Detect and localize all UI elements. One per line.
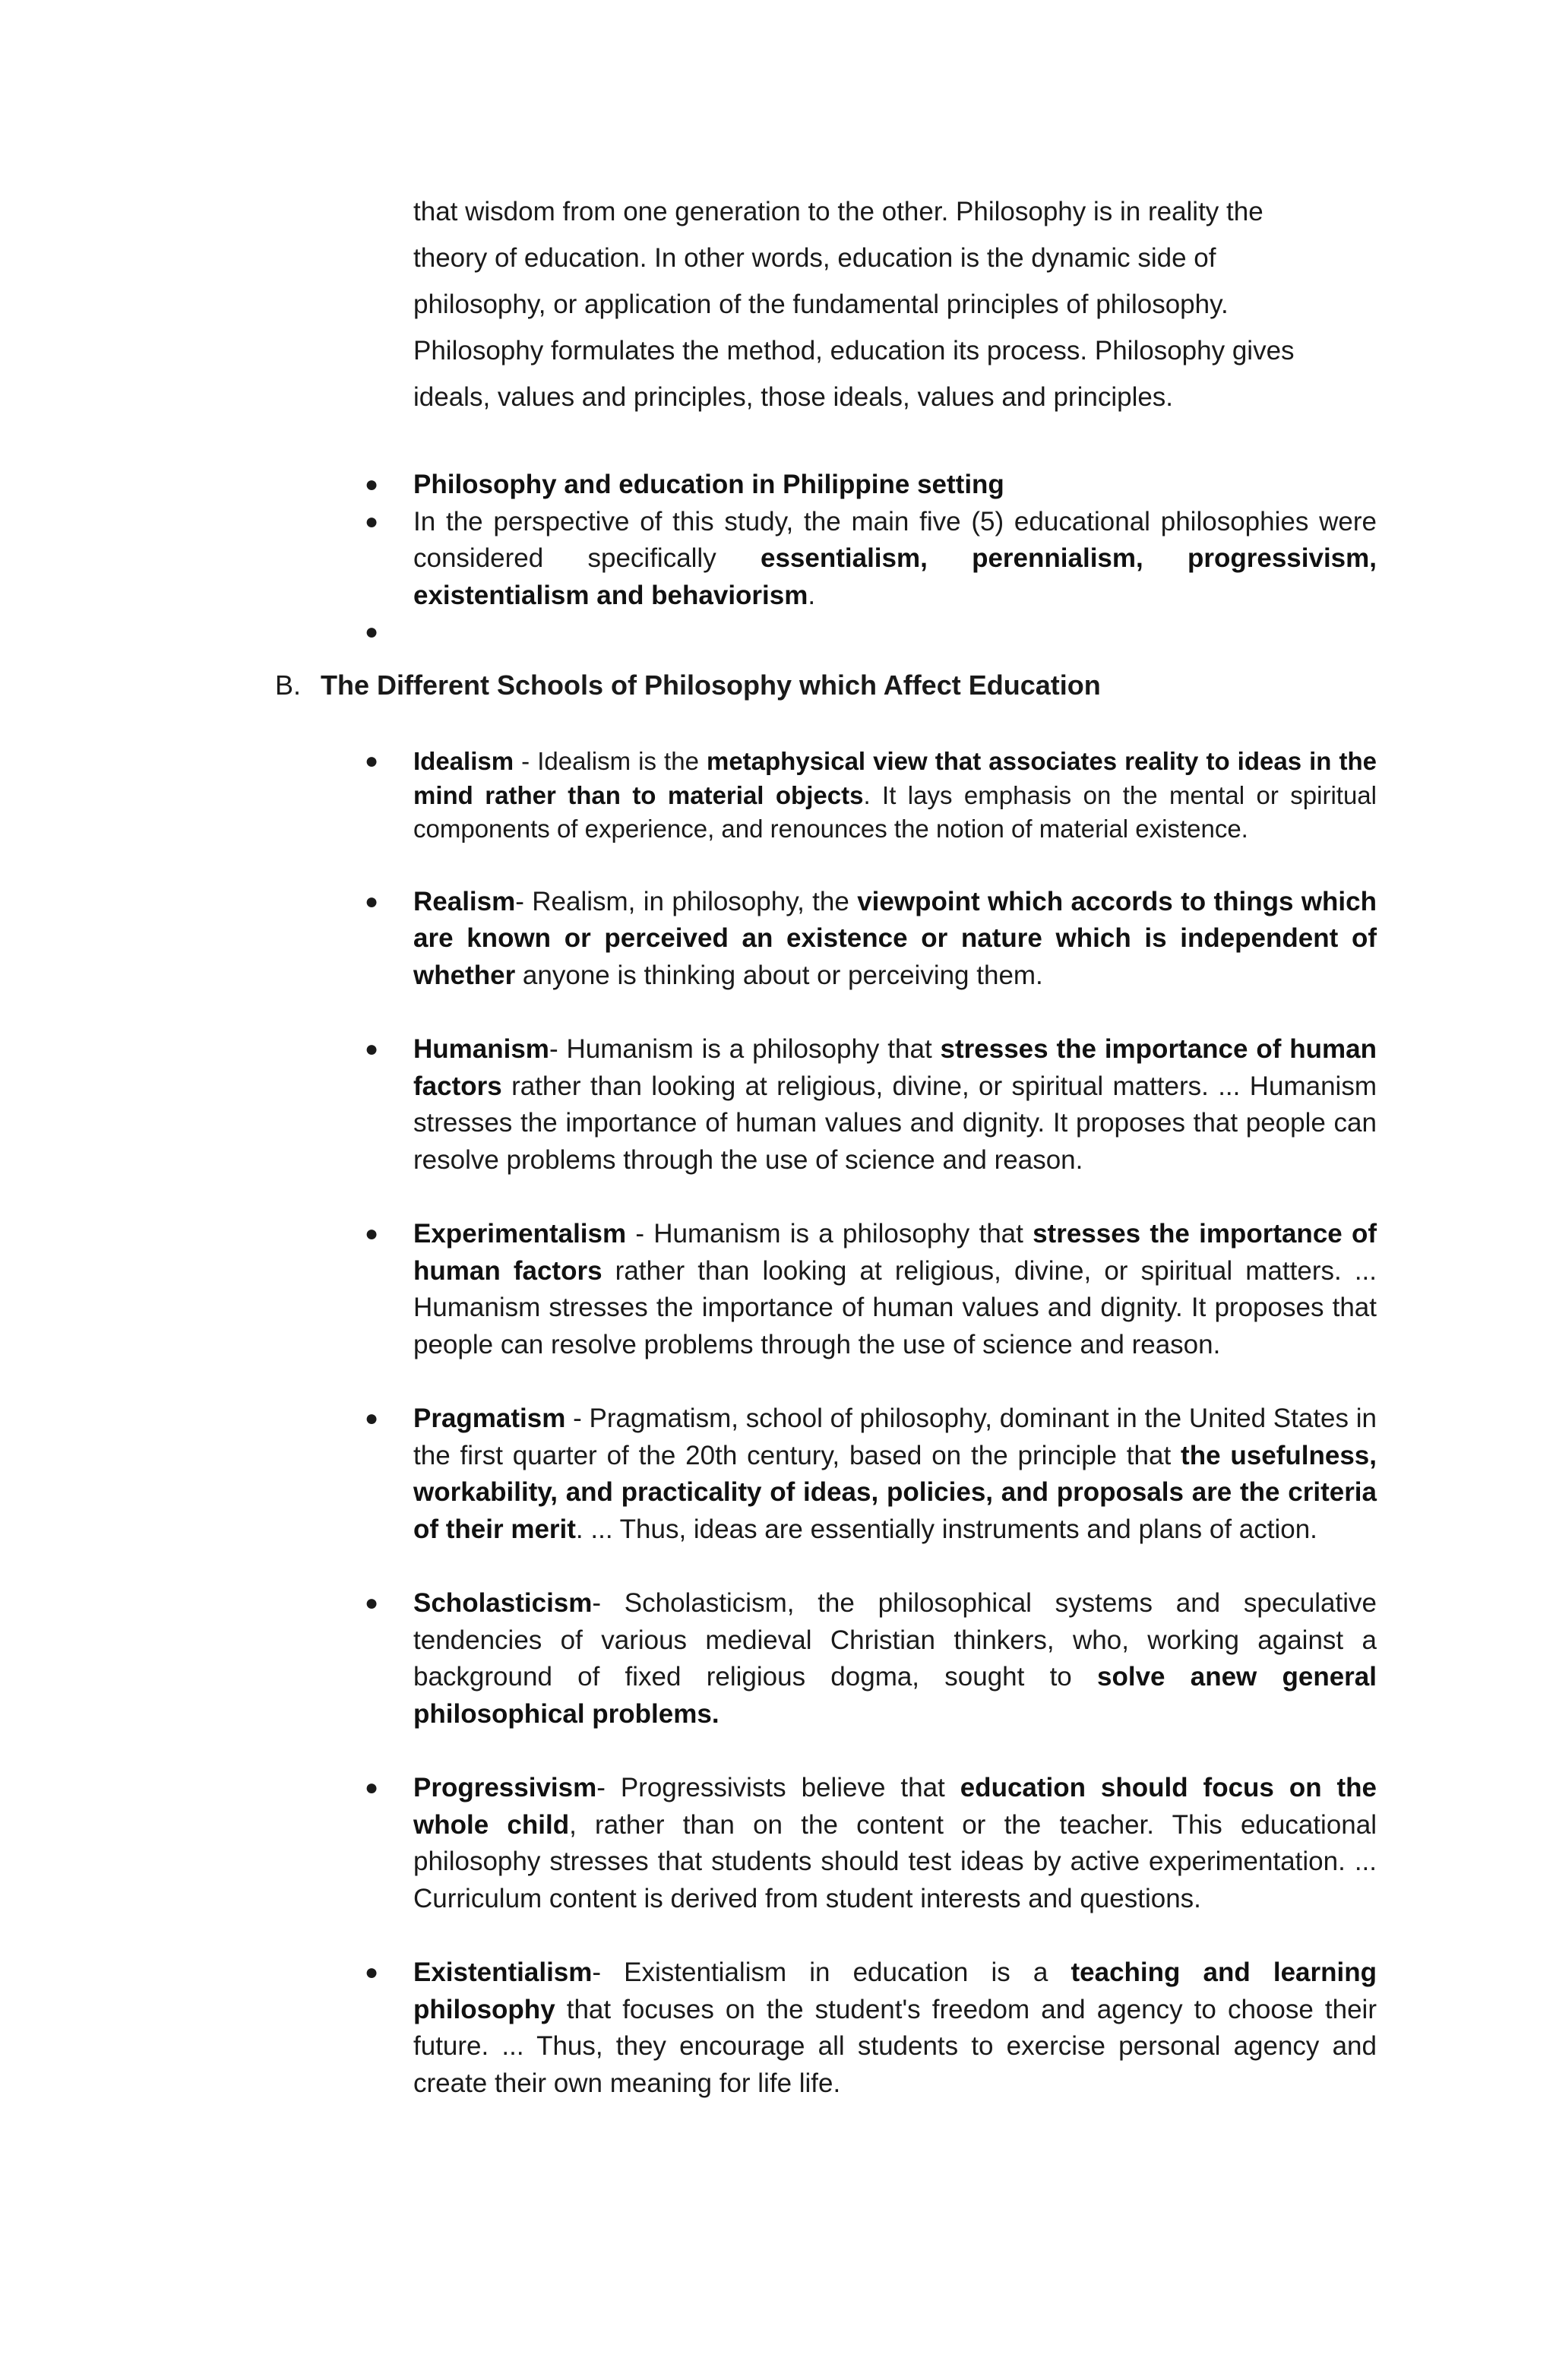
school-text: Realism, in philosophy, the (532, 886, 858, 916)
intro-line: philosophy, or application of the fundamental principles of philosophy. (413, 290, 1229, 319)
school-name: Humanism (413, 1034, 549, 1064)
school-idealism (365, 745, 1377, 847)
bullet-icon: ● (365, 1775, 379, 1800)
bullet-icon: ● (365, 1221, 379, 1246)
school-bold: viewpoint which accords to things which are known or perceived an existence or nature which is independent of whether (413, 886, 1377, 990)
school-pragmatism (365, 1400, 1377, 1548)
school-text: , rather than on the content or the teacher. This educational philosophy stresses that students should test ideas by active experimentation. ... Curriculum content is derived from student interests and questions. (413, 1809, 1377, 1913)
school-name: Experimentalism (413, 1219, 627, 1249)
school-text: . It lays emphasis on the mental or spiritual components of experience, and renounces the notion of material existence. (413, 780, 1377, 843)
school-bold: teaching and learning philosophy (413, 1957, 1377, 2024)
school-separator: - (514, 747, 538, 775)
list-item-text: In the perspective of this study, the main five (5) educational philosophies were considered specifically (413, 506, 1377, 573)
list-item-bold: essentialism, perennialism, progressivism, existentialism and behaviorism (413, 543, 1377, 610)
school-name: Existentialism (413, 1957, 593, 1987)
school-separator: - (626, 1219, 654, 1249)
school-separator: - (596, 1773, 621, 1802)
school-bold: metaphysical view that associates reality to ideas in the mind rather than to material objects (413, 747, 1377, 809)
intro-paragraph (413, 188, 1378, 420)
school-name: Realism (413, 886, 516, 916)
school-text: rather than looking at religious, divine, or spiritual matters. ... Humanism stresses the importance of human values and dignity. It proposes that people can resolve problems through the use of science and reason. (413, 1255, 1377, 1359)
school-text: Progressivists believe that (620, 1773, 960, 1802)
intro-line: ideals, values and principles, those ideals, values and principles. (413, 382, 1174, 412)
school-text: anyone is thinking about or perceiving them. (515, 960, 1043, 990)
bullet-icon: ● (365, 1406, 379, 1431)
school-bold: stresses the importance of human factors (413, 1034, 1377, 1101)
school-bold: stresses the importance of human factors (413, 1219, 1377, 1286)
section-title: The Different Schools of Philosophy which Affect Education (321, 669, 1101, 701)
section-letter: B. (275, 669, 302, 701)
school-name: Pragmatism (413, 1404, 566, 1433)
list-item-empty (365, 614, 1377, 651)
bullet-icon: ● (365, 508, 379, 534)
bullet-icon: ● (365, 748, 379, 774)
schools-of-philosophy-list (365, 745, 1377, 2139)
bullet-icon: ● (365, 1590, 379, 1616)
school-separator: - (549, 1034, 567, 1064)
school-separator: - (592, 1957, 625, 1987)
school-experimentalism (365, 1216, 1377, 1363)
philippine-setting-list (365, 467, 1377, 651)
list-item (365, 504, 1377, 615)
intro-line: theory of education. In other words, education is the dynamic side of (413, 243, 1216, 273)
school-text: Idealism is the (537, 747, 707, 775)
school-realism (365, 884, 1377, 995)
intro-line: Philosophy formulates the method, education its process. Philosophy gives (413, 336, 1295, 366)
section-b-heading (275, 667, 1101, 704)
school-text: that focuses on the student's freedom and agency to choose their future. ... Thus, they encourage all students to exercise personal agency and create their own meaning for life life. (413, 1994, 1377, 2098)
school-name: Scholasticism (413, 1588, 593, 1618)
bullet-icon: ● (365, 1960, 379, 1985)
school-name: Progressivism (413, 1773, 597, 1802)
school-separator: - (592, 1588, 625, 1618)
bullet-icon: ● (365, 888, 379, 914)
school-text: rather than looking at religious, divine, or spiritual matters. ... Humanism stresses the importance of human values and dignity. It proposes that people can resolve problems through the use of science and reason. (413, 1071, 1377, 1175)
school-text: . ... Thus, ideas are essentially instruments and plans of action. (575, 1514, 1317, 1544)
school-progressivism (365, 1770, 1377, 1917)
list-item (365, 467, 1377, 504)
list-item-heading: Philosophy and education in Philippine setting (413, 470, 1004, 499)
school-scholasticism (365, 1585, 1377, 1733)
school-text: Humanism is a philosophy that (653, 1219, 1033, 1249)
bullet-icon: ● (365, 472, 379, 497)
school-text: Scholasticism, the philosophical systems and speculative tendencies of various medieval Christian thinkers, who, working against a background of fixed religious dogma, sought to (413, 1588, 1377, 1692)
school-separator: - (565, 1404, 590, 1433)
school-separator: - (515, 886, 533, 916)
school-text: Humanism is a philosophy that (566, 1034, 941, 1064)
school-text: Existentialism in education is a (624, 1957, 1071, 1987)
school-existentialism (365, 1954, 1377, 2102)
intro-line: that wisdom from one generation to the other. Philosophy is in reality the (413, 197, 1263, 226)
school-text: Pragmatism, school of philosophy, dominant in the United States in the first quarter of the 20th century, based on the principle that (413, 1404, 1377, 1470)
school-bold: the usefulness, workability, and practicality of ideas, policies, and proposals are the criteria of their merit (413, 1440, 1377, 1544)
school-humanism (365, 1031, 1377, 1179)
school-bold: solve anew general philosophical problems. (413, 1662, 1377, 1729)
school-name: Idealism (413, 747, 514, 775)
bullet-icon: ● (365, 619, 379, 644)
list-item-end: . (808, 580, 816, 610)
bullet-icon: ● (365, 1037, 379, 1062)
school-bold: education should focus on the whole child (413, 1773, 1377, 1840)
